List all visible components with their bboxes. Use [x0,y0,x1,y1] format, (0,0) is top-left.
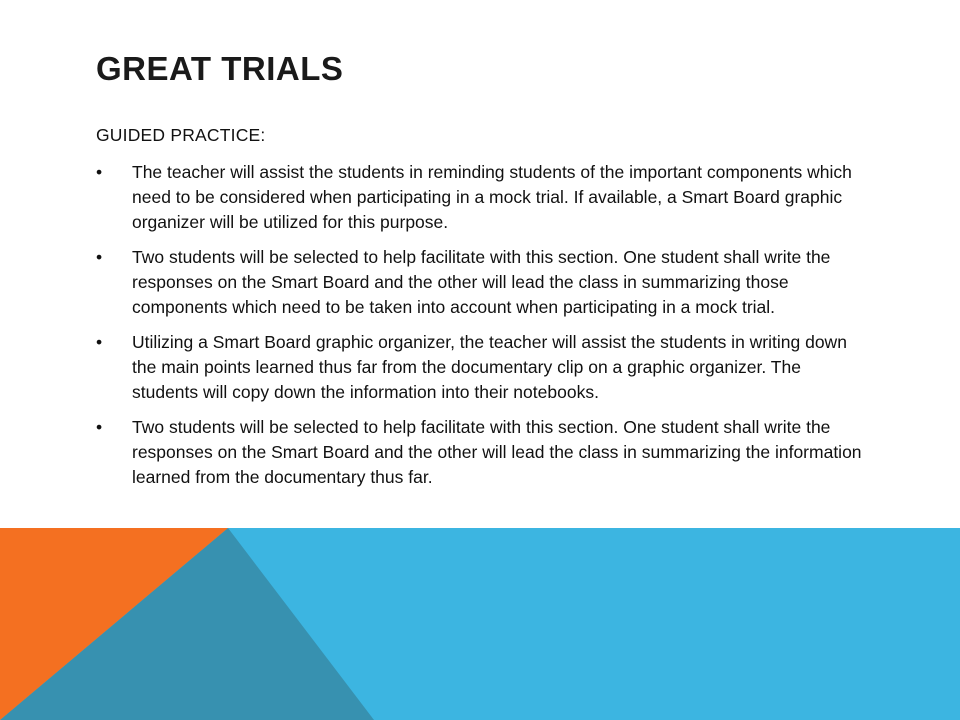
bullet-text: Utilizing a Smart Board graphic organizer, the teacher will assist the students in writing down the main points learned thus far from the documentary clip on a graphic organizer. The students will copy down the information into their notebooks. [132,332,847,402]
bullet-text: Two students will be selected to help facilitate with this section. One student shall write the responses on the Smart Board and the other will lead the class in summarizing the information learned from the documentary thus far. [132,417,862,487]
bullet-item [96,415,866,490]
bullet-icon: • [96,247,103,267]
section-subheading: GUIDED PRACTICE: [96,125,266,145]
bullet-icon: • [96,332,103,352]
bullet-icon: • [96,417,103,437]
bullet-icon: • [96,162,103,182]
slide-title: GREAT TRIALS [96,50,344,87]
bullet-item [96,245,866,320]
bullet-item [96,330,866,405]
slide-body [96,123,866,500]
bullet-text: The teacher will assist the students in reminding students of the important components which need to be considered when participating in a mock trial. If available, a Smart Board graphic organizer will be utilized for this purpose. [132,162,852,232]
bullet-text: Two students will be selected to help facilitate with this section. One student shall write the responses on the Smart Board and the other will lead the class in summarizing those components which need to be taken into account when participating in a mock trial. [132,247,831,317]
bullet-list [96,160,866,490]
bullet-item [96,160,866,235]
